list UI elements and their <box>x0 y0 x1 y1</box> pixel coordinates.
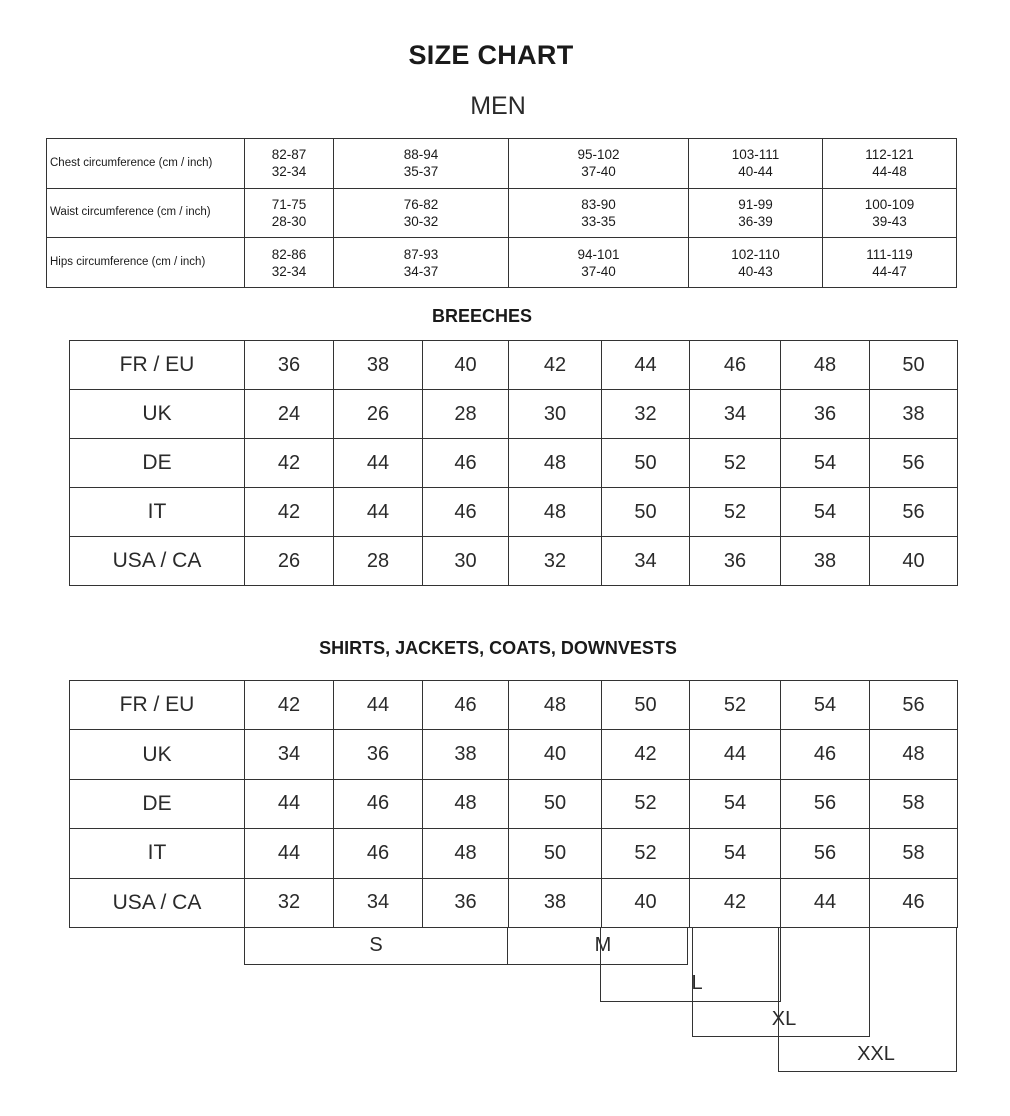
size-cell: 36 <box>423 878 509 927</box>
measurements-table <box>46 138 957 288</box>
cm-value: 83-90 <box>581 196 616 212</box>
size-cell: 38 <box>870 390 958 439</box>
region-label: IT <box>70 829 245 878</box>
cm-value: 88-94 <box>403 147 439 163</box>
size-cell: 34 <box>334 878 423 927</box>
cm-value: 112-121 <box>865 147 914 163</box>
size-cell: 44 <box>690 730 781 779</box>
size-cell: 32 <box>245 878 334 927</box>
region-label: FR / EU <box>70 341 245 390</box>
table-row <box>70 730 958 779</box>
size-cell: 48 <box>423 779 509 828</box>
inch-value: 40-44 <box>738 164 773 180</box>
size-cell: 52 <box>602 779 690 828</box>
size-cell: 36 <box>245 341 334 390</box>
size-cell: 38 <box>781 537 870 586</box>
size-cell: 42 <box>690 878 781 927</box>
region-label: UK <box>70 390 245 439</box>
size-cell: 42 <box>602 730 690 779</box>
inch-value: 32-34 <box>271 263 307 279</box>
size-cell: 40 <box>602 878 690 927</box>
size-cell: 34 <box>602 537 690 586</box>
measurement-label: Hips circumference (cm / inch) <box>47 238 245 288</box>
measurement-cell <box>689 188 823 238</box>
size-cell: 40 <box>423 341 509 390</box>
size-cell: 48 <box>423 829 509 878</box>
cm-value: 94-101 <box>577 246 620 262</box>
size-cell: 50 <box>602 488 690 537</box>
size-cell: 54 <box>781 439 870 488</box>
table-row <box>70 878 958 927</box>
size-cell: 36 <box>690 537 781 586</box>
size-cell: 50 <box>509 779 602 828</box>
size-cell: 56 <box>870 488 958 537</box>
size-cell: 28 <box>423 390 509 439</box>
cm-value: 111-119 <box>866 246 913 262</box>
cm-value: 103-111 <box>731 147 780 163</box>
region-label: IT <box>70 488 245 537</box>
size-divider <box>507 927 508 965</box>
measurement-cell <box>689 139 823 189</box>
breeches-heading: BREECHES <box>431 306 533 326</box>
cm-value: 71-75 <box>271 196 307 212</box>
inch-value: 44-47 <box>872 263 907 279</box>
inch-value: 32-34 <box>271 164 307 180</box>
measurement-cell <box>509 238 689 288</box>
table-row <box>70 537 958 586</box>
measurement-cell <box>689 238 823 288</box>
size-cell: 32 <box>509 537 602 586</box>
page-title: SIZE CHART <box>408 40 574 70</box>
measurement-label: Chest circumference (cm / inch) <box>47 139 245 189</box>
size-cell: 36 <box>781 390 870 439</box>
table-row <box>70 439 958 488</box>
size-cell: 46 <box>423 488 509 537</box>
size-m-label: M <box>594 934 612 956</box>
inch-value: 33-35 <box>581 213 616 229</box>
size-cell: 42 <box>245 488 334 537</box>
size-s-label: S <box>369 934 383 956</box>
cm-value: 91-99 <box>738 196 773 212</box>
region-label: FR / EU <box>70 681 245 730</box>
inch-value: 37-40 <box>581 164 616 180</box>
size-cell: 54 <box>781 488 870 537</box>
cm-value: 82-87 <box>271 147 307 163</box>
size-cell: 26 <box>245 537 334 586</box>
breeches-table <box>69 340 958 586</box>
cm-value: 102-110 <box>731 246 780 262</box>
size-l-label: L <box>691 972 703 994</box>
size-cell: 36 <box>334 730 423 779</box>
inch-value: 37-40 <box>581 263 616 279</box>
cm-value: 82-86 <box>271 246 307 262</box>
table-row <box>70 341 958 390</box>
tops-table <box>69 680 958 928</box>
size-cell: 42 <box>509 341 602 390</box>
size-cell: 44 <box>334 488 423 537</box>
inch-value: 44-48 <box>872 164 907 180</box>
inch-value: 28-30 <box>271 213 307 229</box>
size-cell: 46 <box>690 341 781 390</box>
cm-value: 100-109 <box>864 196 915 212</box>
size-cell: 44 <box>334 681 423 730</box>
size-cell: 32 <box>602 390 690 439</box>
size-cell: 28 <box>334 537 423 586</box>
size-cell: 44 <box>245 829 334 878</box>
measurement-row <box>47 238 957 288</box>
measurement-cell <box>334 188 509 238</box>
measurement-cell <box>245 139 334 189</box>
size-cell: 26 <box>334 390 423 439</box>
size-cell: 56 <box>781 779 870 828</box>
measurement-cell <box>334 139 509 189</box>
size-xxl-label: XXL <box>857 1043 895 1065</box>
size-cell: 44 <box>602 341 690 390</box>
measurement-cell <box>334 238 509 288</box>
size-cell: 42 <box>245 681 334 730</box>
measurement-cell <box>509 188 689 238</box>
size-cell: 50 <box>602 681 690 730</box>
size-cell: 44 <box>245 779 334 828</box>
size-cell: 44 <box>781 878 870 927</box>
size-cell: 46 <box>334 779 423 828</box>
size-cell: 38 <box>423 730 509 779</box>
size-cell: 56 <box>781 829 870 878</box>
inch-value: 39-43 <box>872 213 907 229</box>
inch-value: 34-37 <box>403 263 439 279</box>
size-cell: 46 <box>423 439 509 488</box>
size-cell: 46 <box>423 681 509 730</box>
size-cell: 48 <box>781 341 870 390</box>
size-cell: 24 <box>245 390 334 439</box>
tops-heading: SHIRTS, JACKETS, COATS, DOWNVESTS <box>319 638 677 658</box>
size-cell: 54 <box>690 829 781 878</box>
size-cell: 40 <box>870 537 958 586</box>
region-label: DE <box>70 779 245 828</box>
size-cell: 48 <box>870 730 958 779</box>
size-cell: 38 <box>334 341 423 390</box>
cm-value: 87-93 <box>403 246 439 262</box>
size-cell: 58 <box>870 779 958 828</box>
size-cell: 30 <box>509 390 602 439</box>
page-subtitle: MEN <box>470 92 526 120</box>
size-cell: 56 <box>870 681 958 730</box>
region-label: USA / CA <box>70 537 245 586</box>
cm-value: 76-82 <box>403 196 439 212</box>
table-row <box>70 488 958 537</box>
size-cell: 58 <box>870 829 958 878</box>
size-cell: 34 <box>690 390 781 439</box>
table-row <box>70 681 958 730</box>
size-cell: 46 <box>334 829 423 878</box>
measurement-row <box>47 188 957 238</box>
size-xl-label: XL <box>771 1008 797 1030</box>
size-cell: 52 <box>690 439 781 488</box>
size-cell: 50 <box>602 439 690 488</box>
region-label: DE <box>70 439 245 488</box>
size-cell: 56 <box>870 439 958 488</box>
size-cell: 48 <box>509 488 602 537</box>
size-cell: 52 <box>690 681 781 730</box>
measurement-cell <box>823 188 957 238</box>
measurement-cell <box>245 188 334 238</box>
size-cell: 40 <box>509 730 602 779</box>
size-cell: 50 <box>509 829 602 878</box>
measurement-row <box>47 139 957 189</box>
size-cell: 52 <box>690 488 781 537</box>
size-cell: 46 <box>870 878 958 927</box>
size-cell: 50 <box>870 341 958 390</box>
measurement-cell <box>823 238 957 288</box>
inch-value: 40-43 <box>738 263 773 279</box>
measurement-cell <box>823 139 957 189</box>
size-cell: 54 <box>781 681 870 730</box>
size-cell: 48 <box>509 681 602 730</box>
size-cell: 30 <box>423 537 509 586</box>
size-cell: 44 <box>334 439 423 488</box>
region-label: USA / CA <box>70 878 245 927</box>
inch-value: 30-32 <box>403 213 439 229</box>
size-cell: 46 <box>781 730 870 779</box>
size-cell: 42 <box>245 439 334 488</box>
cm-value: 95-102 <box>577 147 620 163</box>
inch-value: 36-39 <box>738 213 773 229</box>
size-cell: 54 <box>690 779 781 828</box>
measurement-cell <box>245 238 334 288</box>
region-label: UK <box>70 730 245 779</box>
table-row <box>70 779 958 828</box>
size-cell: 38 <box>509 878 602 927</box>
size-cell: 34 <box>245 730 334 779</box>
size-cell: 52 <box>602 829 690 878</box>
measurement-cell <box>509 139 689 189</box>
inch-value: 35-37 <box>403 164 439 180</box>
table-row <box>70 829 958 878</box>
table-row <box>70 390 958 439</box>
measurement-label: Waist circumference (cm / inch) <box>47 188 245 238</box>
size-cell: 48 <box>509 439 602 488</box>
